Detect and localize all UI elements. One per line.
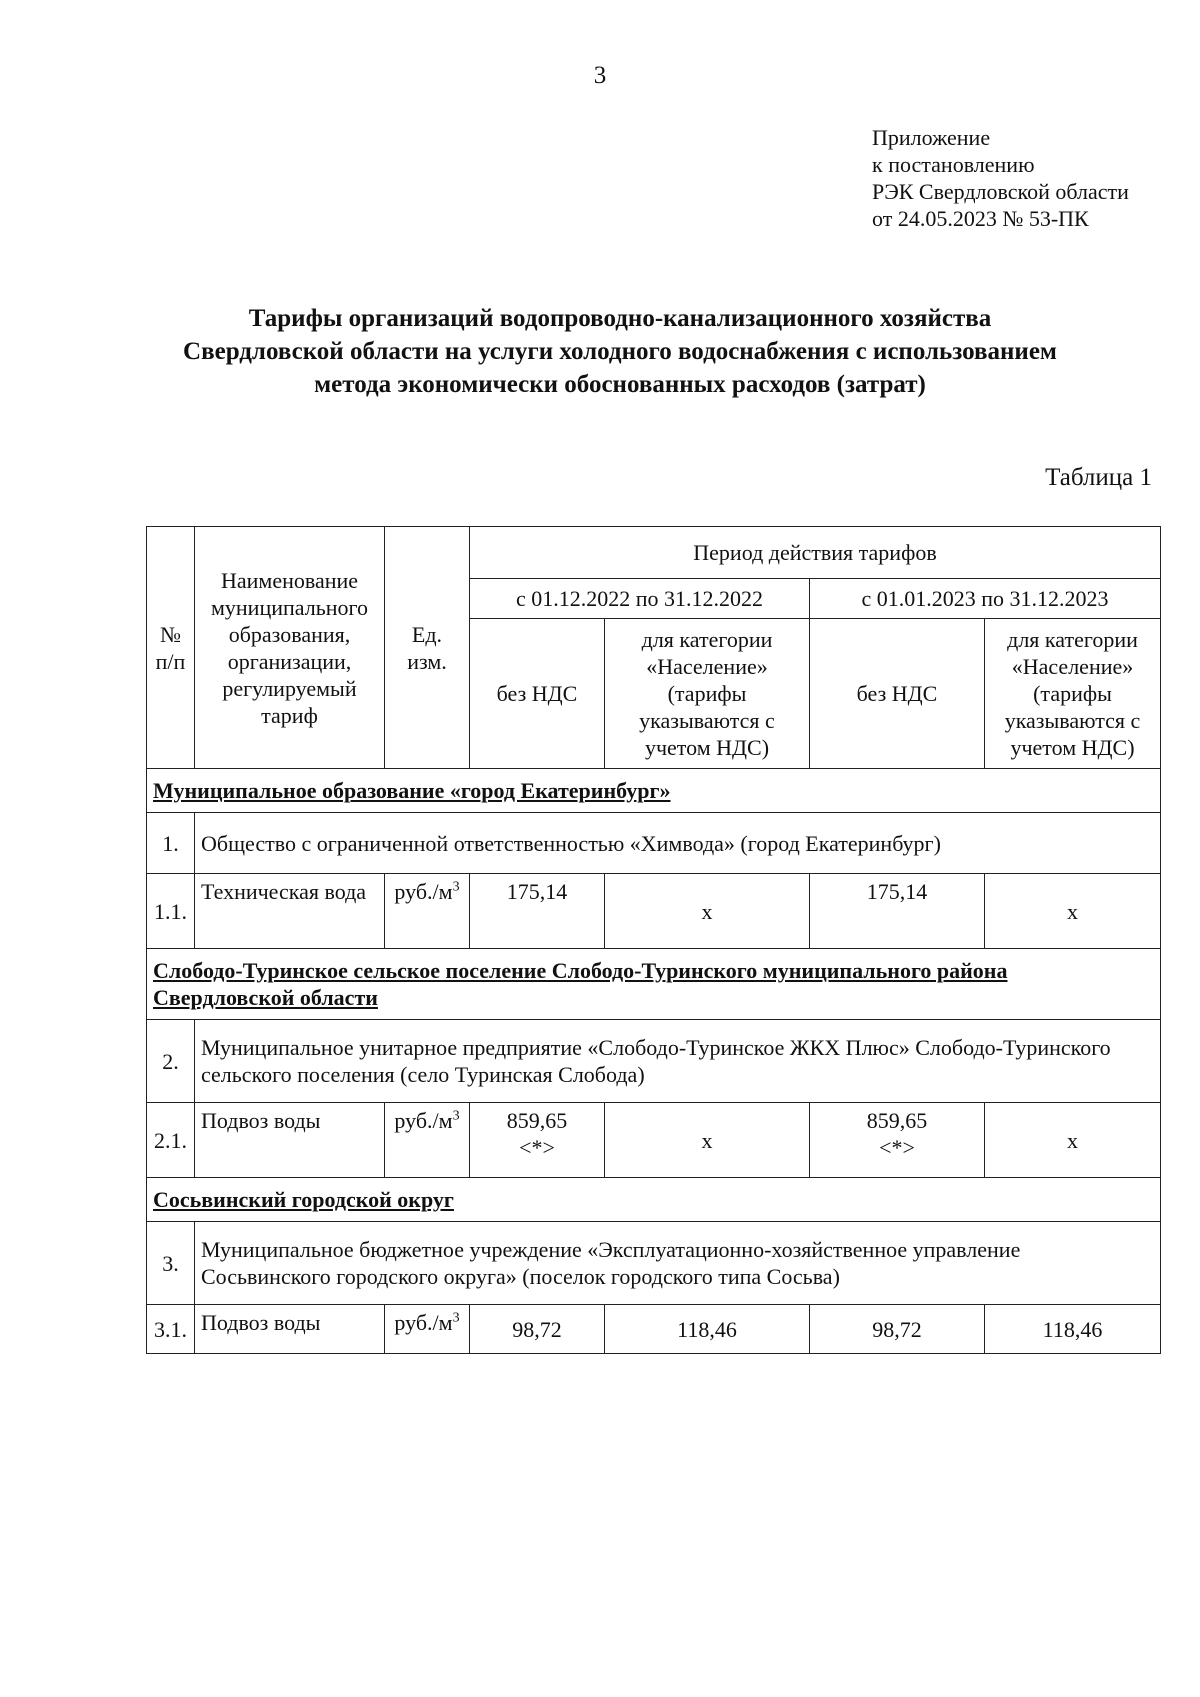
value-text: 175,14 <box>866 879 928 904</box>
value-text: 98,72 <box>872 1316 922 1342</box>
header-number: № п/п <box>147 527 195 769</box>
org-number: 2. <box>147 1020 195 1103</box>
service-name: Техническая вода <box>195 874 385 949</box>
table-label: Таблица 1 <box>1045 464 1152 491</box>
value-no-vat-2022 <box>470 874 605 949</box>
value-population-2022: х <box>605 1103 810 1178</box>
org-name: Муниципальное бюджетное учреждение «Эксплуатационно-хозяйственное управление Сосьвинского городского округа» (поселок городского типа Сосьва) <box>195 1222 1161 1305</box>
org-number: 1. <box>147 813 195 874</box>
header-no-vat-2023: без НДС <box>810 619 985 769</box>
title-line: Свердловской области на услуги холодного водоснабжения с использованием <box>183 338 1057 365</box>
value-population-2023: х <box>985 874 1161 949</box>
section-title: Слободо-Туринское сельское поселение Слободо-Туринского муниципального района Свердловской области <box>147 949 1161 1020</box>
value-population-2022: 118,46 <box>605 1305 810 1354</box>
service-unit <box>385 1103 470 1178</box>
unit-text: руб./м <box>394 1310 453 1335</box>
value-population-2023: х <box>985 1103 1161 1178</box>
header-period-2022: с 01.12.2022 по 31.12.2022 <box>470 579 810 619</box>
org-number: 3. <box>147 1222 195 1305</box>
value-text: 859,65 <box>506 1108 568 1133</box>
header-population-2022: для категории «Население» (тарифы указываются с учетом НДС) <box>605 619 810 769</box>
value-text: 859,65 <box>866 1108 928 1133</box>
header-period-2023: с 01.01.2023 по 31.12.2023 <box>810 579 1161 619</box>
unit-text: руб./м <box>394 1108 453 1133</box>
table-row <box>147 874 1161 949</box>
value-text: 98,72 <box>512 1316 562 1342</box>
header-population-2023: для категории «Население» (тарифы указываются с учетом НДС) <box>985 619 1161 769</box>
section-title: Сосьвинский городской округ <box>147 1178 1161 1222</box>
service-name: Подвоз воды <box>195 1103 385 1178</box>
value-no-vat-2023 <box>810 874 985 949</box>
appendix-line: к постановлению <box>872 152 1035 177</box>
service-unit <box>385 1305 470 1354</box>
value-no-vat-2022 <box>470 1103 605 1178</box>
service-number: 2.1. <box>147 1103 195 1178</box>
service-unit <box>385 874 470 949</box>
header-unit: Ед. изм. <box>385 527 470 769</box>
title-line: метода экономически обоснованных расходов (затрат) <box>314 371 926 398</box>
unit-superscript: 3 <box>452 1310 460 1326</box>
value-population-2022: х <box>605 874 810 949</box>
value-text: 175,14 <box>506 879 568 904</box>
tariff-table <box>146 526 1161 1354</box>
service-name: Подвоз воды <box>195 1305 385 1354</box>
appendix-line: РЭК Свердловской области <box>872 179 1129 204</box>
value-no-vat-2023 <box>810 1103 985 1178</box>
page-number: 3 <box>593 62 607 89</box>
value-no-vat-2023 <box>810 1305 985 1354</box>
unit-superscript: 3 <box>452 1108 460 1124</box>
service-number: 1.1. <box>147 874 195 949</box>
header-period: Период действия тарифов <box>470 527 1161 579</box>
appendix-reference <box>872 124 1129 232</box>
service-number: 3.1. <box>147 1305 195 1354</box>
section-title: Муниципальное образование «город Екатеринбург» <box>147 769 1161 813</box>
value-note: <*> <box>519 1135 555 1160</box>
title-line: Тарифы организаций водопроводно-канализационного хозяйства <box>248 305 992 332</box>
appendix-line: Приложение <box>872 125 991 150</box>
value-note: <*> <box>879 1135 915 1160</box>
unit-superscript: 3 <box>452 879 460 895</box>
unit-text: руб./м <box>394 879 453 904</box>
table-row <box>147 1305 1161 1354</box>
appendix-line: от 24.05.2023 № 53-ПК <box>872 206 1089 231</box>
table-row <box>147 1103 1161 1178</box>
value-no-vat-2022 <box>470 1305 605 1354</box>
header-no-vat-2022: без НДС <box>470 619 605 769</box>
header-name: Наименование муниципального образования, организации, регулируемый тариф <box>195 527 385 769</box>
document-title <box>120 302 1120 401</box>
value-population-2023: 118,46 <box>985 1305 1161 1354</box>
org-name: Муниципальное унитарное предприятие «Слободо-Туринское ЖКХ Плюс» Слободо-Туринского сельского поселения (село Туринская Слобода) <box>195 1020 1161 1103</box>
org-name: Общество с ограниченной ответственностью «Химвода» (город Екатеринбург) <box>195 813 1161 874</box>
